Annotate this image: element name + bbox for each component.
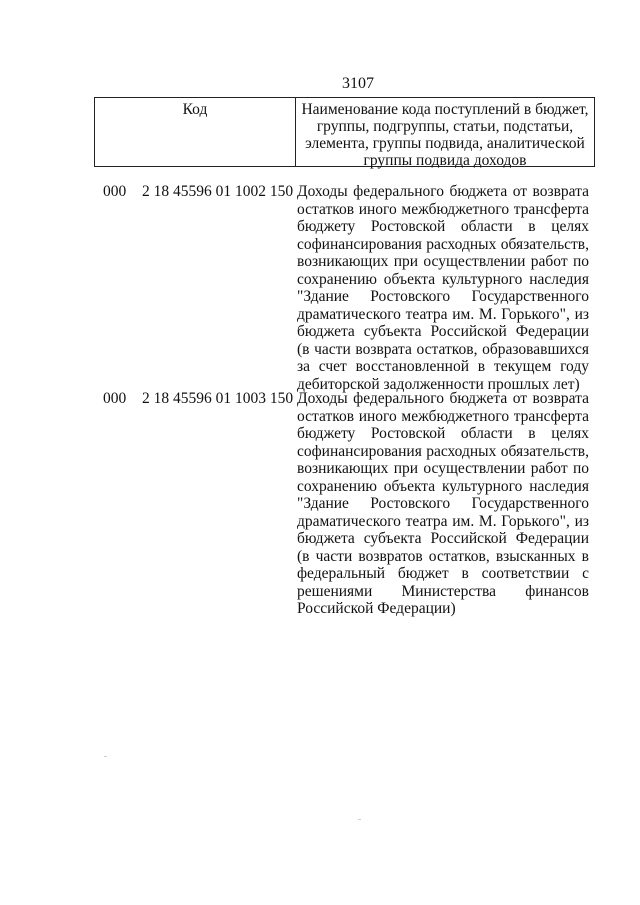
admin-code: 000 <box>103 390 127 407</box>
income-description: Доходы федерального бюджета от возврата остатков иного межбюджетного трансферта бюджету Ростовской области в целях софинансирования расходных обязательств, возникающих при осуществлении работ по сохранению объекта культурного наследия "Здание Ростовского Государственного драматического театра им. М. Горького", из бюджета субъекта Российской Федерации (в части возвратов остатков, взысканных в федеральный бюджет в соответствии с решениями Министерства финансов Российской Федерации) <box>297 390 589 617</box>
page-number: 3107 <box>342 75 374 92</box>
header-name-column: Наименование кода поступлений в бюджет, группы, подгруппы, статьи, подстатьи, элемента, группы подвида, аналитической группы подвида доходов <box>301 101 589 169</box>
table-header <box>94 97 595 167</box>
header-code-column: Код <box>95 98 296 166</box>
income-code: 2 18 45596 01 1002 150 <box>142 183 294 200</box>
scan-speck <box>104 756 107 757</box>
income-code: 2 18 45596 01 1003 150 <box>142 390 294 407</box>
scan-speck <box>358 819 361 820</box>
income-description: Доходы федерального бюджета от возврата остатков иного межбюджетного трансферта бюджету Ростовской области в целях софинансирования расходных обязательств, возникающих при осуществлении работ по сохранению объекта культурного наследия "Здание Ростовского Государственного драматического театра им. М. Горького", из бюджета субъекта Российской Федерации (в части возврата остатков, образовавшихся за счет восстановленной в текущем году дебиторской задолженности прошлых лет) <box>297 183 589 393</box>
admin-code: 000 <box>103 183 127 200</box>
